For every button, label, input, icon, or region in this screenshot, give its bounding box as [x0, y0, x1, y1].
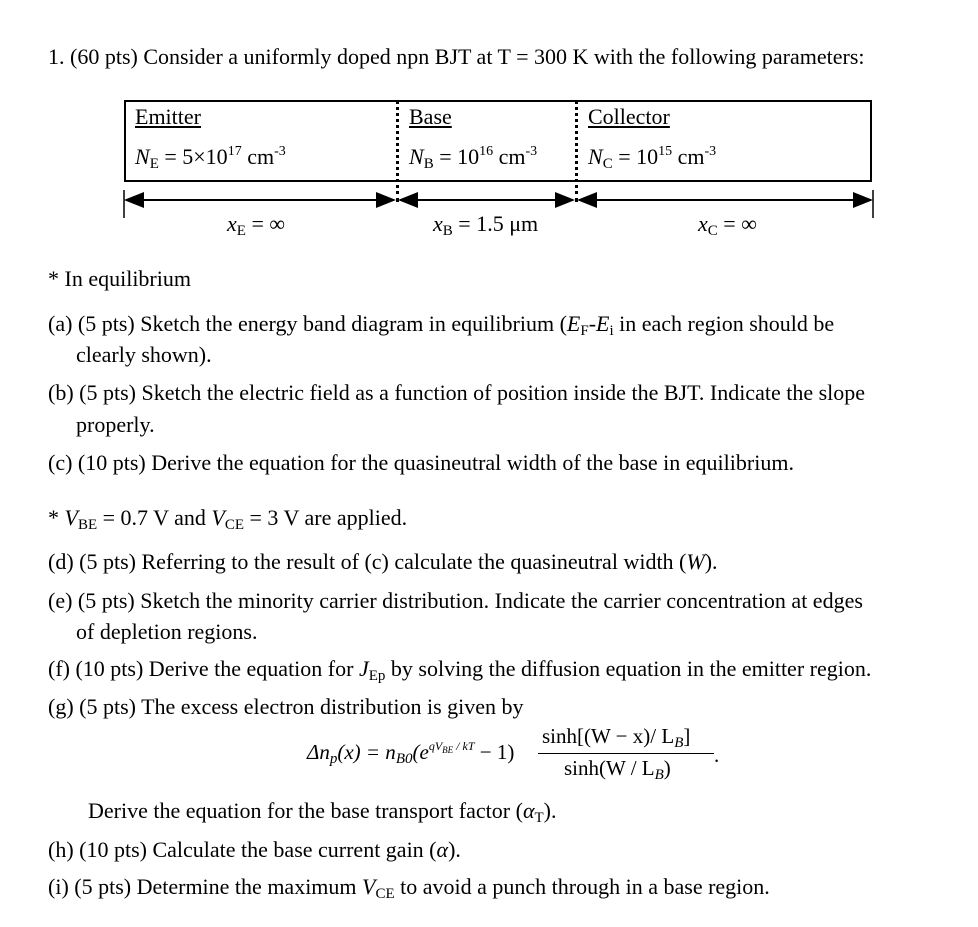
denominator-sub: B [654, 767, 664, 783]
item-g-line2 [88, 798, 557, 831]
base-unit-exp: -3 [525, 144, 538, 159]
collector-title: Collector [588, 104, 670, 129]
fraction-bar [538, 753, 714, 754]
item-a-text-2: in each region should be [613, 311, 835, 336]
exp-open: (e [412, 740, 429, 764]
base-title: Base [409, 104, 452, 129]
equation-mid: (x) = n [337, 740, 396, 764]
base-doping-unit: cm [493, 144, 526, 169]
emitter-doping-exp: 17 [227, 144, 242, 159]
numerator-end: ] [683, 724, 691, 748]
item-d-text: (d) (5 pts) Referring to the result of (c) calculate the quasineutral width ( [48, 549, 687, 574]
item-b-line1: (b) (5 pts) Sketch the electric field as a function of position inside the BJT. Indicate the slope [48, 380, 866, 405]
item-c: (c) (10 pts) Derive the equation for the quasineutral width of the base in equilibrium. [48, 450, 794, 475]
base-doping-exp: 16 [479, 144, 494, 159]
intrinsic-symbol: E [596, 311, 610, 336]
minus-sign: - [588, 311, 597, 336]
emitter-width-label [227, 211, 285, 240]
equation-numerator [542, 724, 690, 752]
collector-doping-value: = 10 [618, 144, 659, 169]
vce-symbol: V [211, 505, 225, 530]
base-n-sub: B [423, 156, 434, 172]
problem-header-text: 1. (60 pts) Consider a uniformly doped npn BJT at T = 300 K with the following parameters: [48, 44, 865, 69]
delta-n-symbol: Δn [307, 740, 330, 764]
width-symbol: W [686, 549, 705, 574]
item-i-text-2: to avoid a punch through in a base region. [394, 874, 770, 899]
emitter-width-sub: E [236, 223, 246, 239]
item-a-text: (a) (5 pts) Sketch the energy band diagram in equilibrium ( [48, 311, 567, 336]
equation-lhs [307, 739, 514, 768]
emitter-width-value: = ∞ [245, 211, 286, 236]
delta-n-sub: p [329, 751, 338, 767]
vce-max-sub: CE [375, 886, 395, 902]
exp-minus-one: − 1) [474, 740, 515, 764]
item-g-text: Derive the equation for the base transport factor ( [88, 798, 523, 823]
base-width-label [433, 211, 538, 240]
item-e-line2: of depletion regions. [76, 619, 258, 644]
equilibrium-heading: * In equilibrium [48, 266, 191, 291]
emitter-unit-exp: -3 [274, 144, 286, 159]
collector-unit-exp: -3 [704, 144, 717, 159]
vbe-symbol: V [64, 505, 78, 530]
base-n-symbol: N [409, 144, 424, 169]
base-width-symbol: x [433, 211, 443, 236]
collector-width-value: = ∞ [717, 211, 757, 236]
item-f-text: (f) (10 pts) Derive the equation for [48, 656, 359, 681]
item-d [48, 549, 718, 575]
exp-sup: qV [428, 739, 443, 753]
bias-end: = 3 V are applied. [244, 505, 408, 530]
item-a-line2: clearly shown). [76, 342, 212, 367]
item-i-text: (i) (5 pts) Determine the maximum [48, 874, 363, 899]
item-f-text-2: by solving the diffusion equation in the emitter region. [385, 656, 872, 681]
item-g-end: ). [543, 798, 557, 823]
collector-doping-unit: cm [672, 144, 705, 169]
denominator-end: ) [663, 756, 671, 780]
item-e-line1: (e) (5 pts) Sketch the minority carrier distribution. Indicate the carrier concentration at edges [48, 588, 863, 613]
bias-heading [48, 505, 407, 538]
collector-doping-exp: 15 [658, 144, 673, 159]
item-f [48, 656, 871, 689]
vce-sub: CE [224, 517, 245, 533]
collector-width-label [698, 211, 757, 240]
emitter-title: Emitter [135, 104, 201, 129]
numerator-text: sinh[(W − x)/ L [542, 724, 675, 748]
fermi-symbol: E [566, 311, 581, 336]
item-b-line2: properly. [76, 412, 155, 437]
emitter-n-symbol: N [135, 144, 150, 169]
emitter-n-sub: E [149, 156, 159, 172]
bias-star: * [48, 505, 65, 530]
current-density-symbol: J [358, 656, 369, 681]
alpha-t-sub: T [534, 810, 544, 826]
collector-n-sub: C [602, 156, 613, 172]
collector-n-symbol: N [588, 144, 603, 169]
collector-width-sub: C [707, 223, 718, 239]
dimension-arrows [0, 0, 978, 240]
emitter-doping-value: = 5×10 [164, 144, 228, 169]
base-doping-value: = 10 [439, 144, 480, 169]
vbe-sub: BE [77, 517, 98, 533]
base-width-value: = 1.5 μm [452, 211, 539, 236]
base-width-sub: B [442, 223, 453, 239]
equation-period: . [714, 743, 720, 767]
bias-mid: = 0.7 V and [97, 505, 212, 530]
alpha-t-symbol: α [522, 798, 535, 823]
item-h-end: ). [448, 837, 461, 862]
denominator-text: sinh(W / L [564, 756, 655, 780]
item-h-text: (h) (10 pts) Calculate the base current gain ( [48, 837, 437, 862]
numerator-sub: B [674, 735, 684, 751]
intrinsic-sub: i [609, 323, 614, 339]
current-density-sub: Ep [368, 668, 386, 684]
collector-width-symbol: x [698, 211, 708, 236]
item-d-end: ). [704, 549, 718, 574]
nb0-sub: B0 [395, 751, 413, 767]
item-a-line1 [48, 311, 834, 344]
equation-denominator [564, 756, 671, 784]
fermi-sub: F [580, 323, 589, 339]
exp-sup-sub: BE [442, 745, 454, 755]
alpha-symbol: α [436, 837, 449, 862]
item-g-line1: (g) (5 pts) The excess electron distribution is given by [48, 694, 524, 719]
exp-sup-kt: / kT [453, 739, 475, 753]
emitter-width-symbol: x [227, 211, 237, 236]
vce-max-symbol: V [362, 874, 376, 899]
item-h [48, 837, 461, 863]
emitter-doping-unit: cm [241, 144, 275, 169]
item-i [48, 874, 770, 907]
